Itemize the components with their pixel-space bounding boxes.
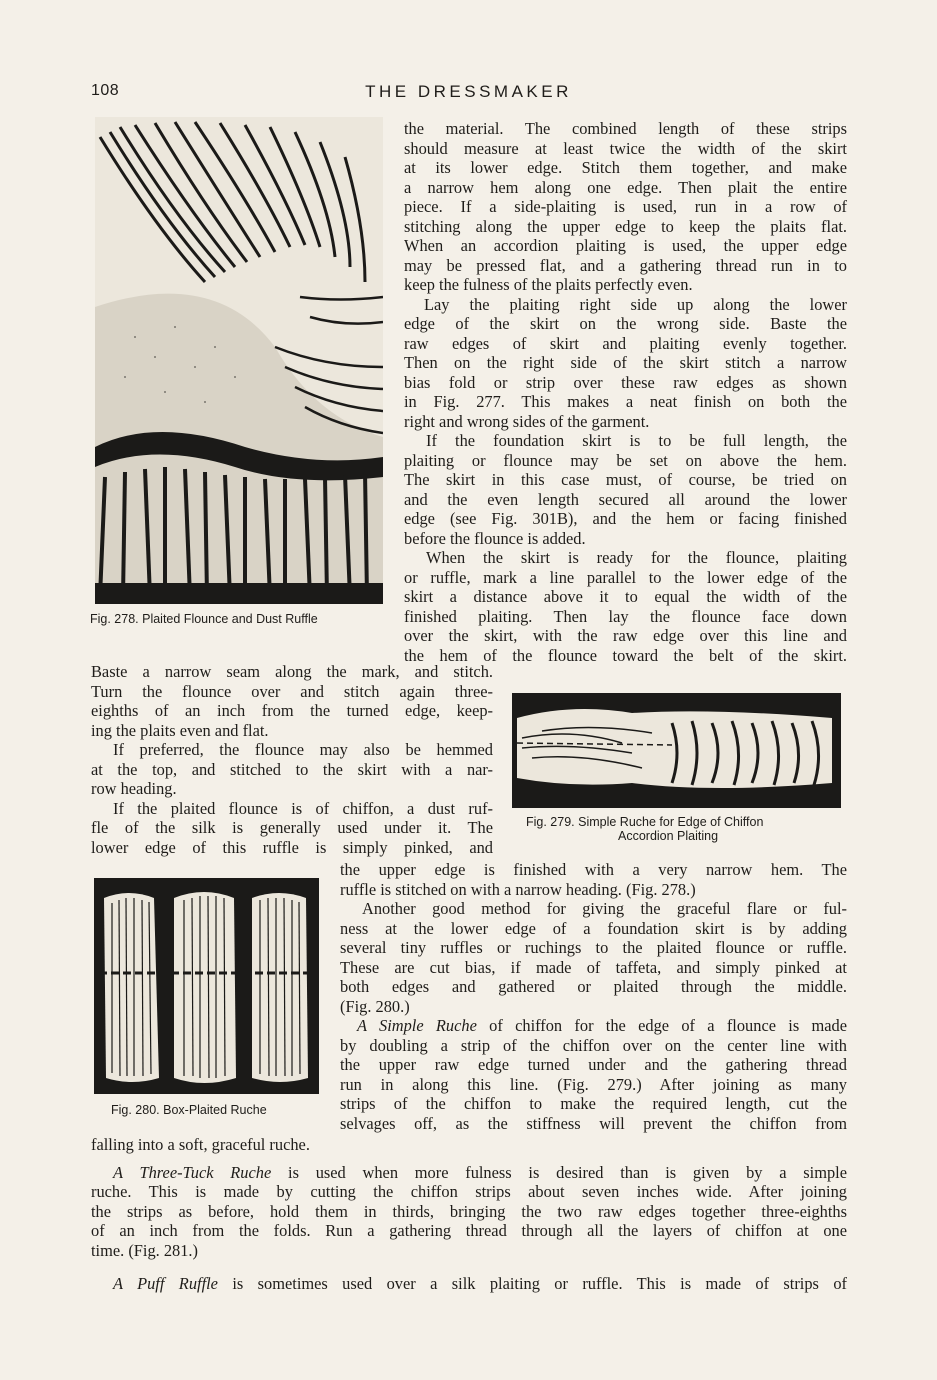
text-line: The skirt in this case must, of course, be tried on <box>404 470 847 489</box>
text-line: ruche. This is made by cutting the chiffon strips about seven inches wide. After joining <box>91 1182 847 1201</box>
text-line: edge of the skirt on the wrong side. Baste the <box>404 314 847 333</box>
text-line: If preferred, the flounce may also be hemmed <box>113 740 493 759</box>
box-plaited-ruche-illustration <box>94 878 319 1094</box>
text-line: keep the fulness of the plaits perfectly even. <box>404 275 693 294</box>
text-line <box>340 1016 847 1036</box>
text-line: the upper raw edge turned under and the gathering thread <box>340 1055 847 1074</box>
page-number: 108 <box>91 82 120 99</box>
text-line: When an accordion plaiting is used, the upper edge <box>404 236 847 255</box>
text-line: the upper edge is finished with a very narrow hem. The <box>340 860 847 879</box>
text-line: or ruffle, mark a line parallel to the lower edge of the <box>404 567 847 587</box>
text-line: both edges and gathered or plaited through the middle. <box>340 977 847 996</box>
text-line: the material. The combined length of these strips <box>404 119 847 138</box>
text-line: by doubling a strip of the chiffon over on the center line with <box>340 1035 847 1055</box>
text-line: eighths of an inch from the turned edge, keep- <box>91 701 493 720</box>
text-fragment: of chiffon for the edge of a flounce is made <box>489 1016 847 1035</box>
text-line: bias fold or strip over these raw edges as shown <box>404 372 847 392</box>
text-line: of an inch from the folds. Run a gathering thread through all the layers of chiffon at one <box>91 1221 847 1240</box>
text-line: falling into a soft, graceful ruche. <box>91 1135 310 1154</box>
text-line <box>91 1274 847 1294</box>
text-line: skirt a distance above it to equal the width of the <box>404 587 847 606</box>
text-line: several tiny ruffles or ruchings to the plaited flounce or ruffle. <box>340 938 847 957</box>
text-line: (Fig. 280.) <box>340 996 410 1016</box>
text-line: should measure at least twice the width of the skirt <box>404 138 847 158</box>
text-line: and the even length secured all around the lower <box>404 489 847 509</box>
text-line: Then on the right side of the skirt stitch a narrow <box>404 353 847 372</box>
text-line: edge (see Fig. 301B), and the hem or facing finished <box>404 509 847 528</box>
running-head: THE DRESSMAKER <box>365 82 572 101</box>
term-simple-ruche: A Simple Ruche <box>357 1016 477 1035</box>
text-line: These are cut bias, if made of taffeta, and simply pinked at <box>340 957 847 977</box>
text-line: run in along this line. (Fig. 279.) After joining as many <box>340 1074 847 1094</box>
text-line: If the plaited flounce is of chiffon, a dust ruf- <box>113 798 493 818</box>
text-line: If the foundation skirt is to be full length, the <box>426 431 847 450</box>
text-line: ruffle is stitched on with a narrow heading. (Fig. 278.) <box>340 879 696 899</box>
text-line: selvages off, as the stiffness will prevent the chiffon from <box>340 1113 847 1133</box>
body-text-full-width-bottom <box>91 1135 847 1294</box>
text-fragment: is used when more fulness is desired than is given by a simple <box>288 1162 847 1182</box>
text-line: plaiting or flounce may be set on above the hem. <box>404 450 847 470</box>
plaited-flounce-illustration <box>95 117 383 604</box>
text-line: piece. If a side-plaiting is used, run in a row of <box>404 197 847 216</box>
fig-279-caption-line2: Accordion Plaiting <box>618 829 719 843</box>
text-line: Turn the flounce over and stitch again three- <box>91 681 493 701</box>
body-text-column-right-lower <box>340 860 847 1133</box>
text-line: right and wrong sides of the garment. <box>404 411 650 431</box>
text-line: at its lower edge. Stitch them together, and make <box>404 158 847 177</box>
simple-ruche-illustration <box>512 693 841 808</box>
text-line: may be pressed flat, and a gathering thread run in to <box>404 255 847 275</box>
text-line: before the flounce is added. <box>404 528 586 548</box>
text-line: the hem of the flounce toward the belt of the skirt. <box>404 645 847 665</box>
fig-279-caption-line1: Fig. 279. Simple Ruche for Edge of Chiffon <box>526 815 764 829</box>
text-line <box>91 1163 847 1183</box>
text-line: Lay the plaiting right side up along the lower <box>424 294 847 314</box>
body-text-column-left-middle <box>91 662 493 857</box>
fig-278-caption: Fig. 278. Plaited Flounce and Dust Ruffle <box>90 612 318 626</box>
text-line: ness at the lower edge of a foundation skirt is by adding <box>340 918 847 938</box>
text-line: row heading. <box>91 779 177 798</box>
body-text-column-right-upper <box>404 119 847 665</box>
text-line: over the skirt, with the raw edge over this line and <box>404 626 847 645</box>
text-line: at the top, and stitched to the skirt with a nar- <box>91 759 493 779</box>
term-puff-ruffle: A Puff Ruffle <box>113 1274 218 1293</box>
text-line: the strips as before, hold them in thirds, bringing the two raw edges together three-eighths <box>91 1201 847 1221</box>
text-line: finished plaiting. Then lay the flounce face down <box>404 606 847 626</box>
text-line: strips of the chiffon to make the required length, cut the <box>340 1094 847 1113</box>
text-line: raw edges of skirt and plaiting evenly together. <box>404 333 847 353</box>
text-line: When the skirt is ready for the flounce, plaiting <box>426 548 847 567</box>
text-line: time. (Fig. 281.) <box>91 1240 198 1260</box>
text-line: a narrow hem along one edge. Then plait the entire <box>404 177 847 197</box>
fig-280-caption: Fig. 280. Box-Plaited Ruche <box>111 1103 267 1117</box>
text-line: in Fig. 277. This makes a neat finish on both the <box>404 392 847 411</box>
text-line: lower edge of this ruffle is simply pinked, and <box>91 837 493 857</box>
term-three-tuck-ruche: A Three-Tuck Ruche <box>113 1162 272 1182</box>
text-line: ing the plaits even and flat. <box>91 720 269 740</box>
text-line: Another good method for giving the graceful flare or ful- <box>362 899 847 918</box>
text-line: stitching along the upper edge to keep the plaits flat. <box>404 216 847 236</box>
text-fragment: is sometimes used over a silk plaiting or ruffle. This is made of strips of <box>232 1274 847 1293</box>
text-line: Baste a narrow seam along the mark, and stitch. <box>91 662 493 681</box>
text-line: fle of the silk is generally used under it. The <box>91 818 493 837</box>
